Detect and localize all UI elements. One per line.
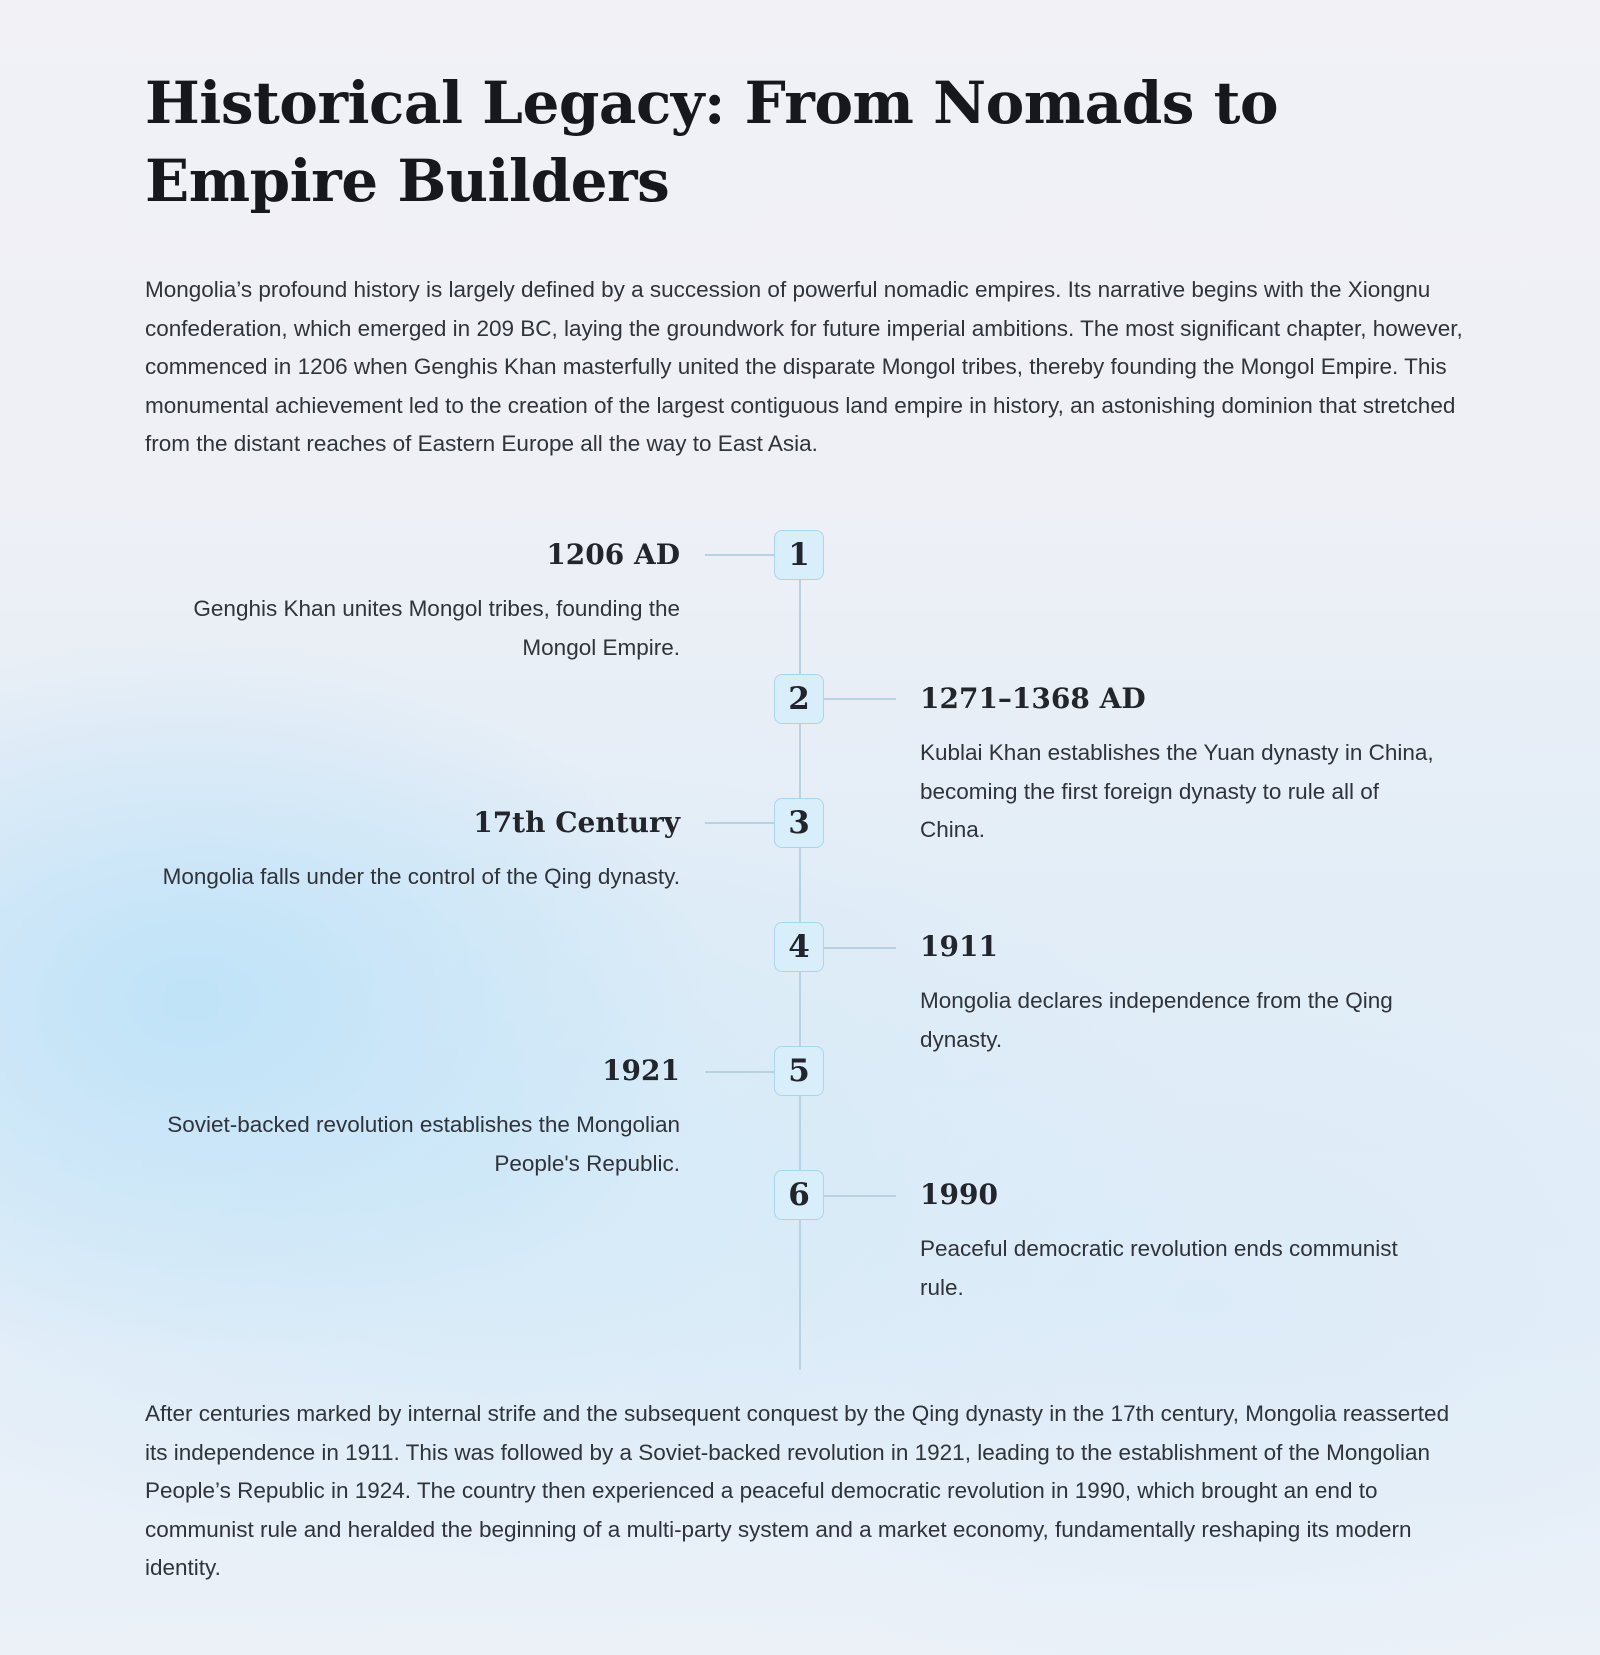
timeline-connector [705, 822, 775, 824]
intro-paragraph: Mongolia’s profound history is largely defined by a succession of powerful nomadic empires. Its narrative begins with the Xiongnu confederation, which emerged in 209 BC, laying the groundwork for future imperial ambitions. The most significant chapter, however, commenced in 1206 when Genghis Khan masterfully united the disparate Mongol tribes, thereby founding the Mongol Empire. This monumental achievement led to the creation of the largest contiguous land empire in history, an astonishing dominion that stretched from the distant reaches of Eastern Europe all the way to East Asia. [145, 277, 1463, 456]
timeline-badge-4: 4 [774, 922, 824, 972]
timeline-connector [705, 1071, 775, 1073]
timeline-connector [824, 947, 896, 949]
timeline-event-date: 1911 [920, 930, 998, 963]
timeline-badge-3: 3 [774, 798, 824, 848]
timeline-badge-2: 2 [774, 674, 824, 724]
timeline-event-description: Kublai Khan establishes the Yuan dynasty in China, becoming the first foreign dynasty to rule all of China. [920, 740, 1434, 842]
timeline-event-description: Genghis Khan unites Mongol tribes, founding the Mongol Empire. [193, 596, 680, 660]
timeline-event-date: 1921 [602, 1054, 680, 1087]
timeline-connector [824, 1195, 896, 1197]
timeline-badge-1: 1 [774, 530, 824, 580]
timeline-event-date: 1206 AD [546, 538, 680, 571]
timeline-badge-5: 5 [774, 1046, 824, 1096]
timeline-badge-6: 6 [774, 1170, 824, 1220]
page-title: Historical Legacy: From Nomads to Empire Builders [145, 69, 1279, 215]
timeline-connector [705, 554, 775, 556]
timeline-event-description: Mongolia declares independence from the Qing dynasty. [920, 988, 1393, 1052]
timeline-event-date: 1990 [920, 1178, 998, 1211]
conclusion-paragraph: After centuries marked by internal strife and the subsequent conquest by the Qing dynasty in the 17th century, Mongolia reasserted its independence in 1911. This was followed by a Soviet-backed revolution in 1921, leading to the establishment of the Mongolian People’s Republic in 1924. The country then experienced a peaceful democratic revolution in 1990, which brought an end to communist rule and heralded the beginning of a multi-party system and a market economy, fundamentally reshaping its modern identity. [145, 1401, 1450, 1580]
timeline-event-description: Peaceful democratic revolution ends communist rule. [920, 1236, 1398, 1300]
timeline-connector [824, 698, 896, 700]
timeline-event-date: 17th Century [473, 806, 680, 839]
timeline-event-description: Mongolia falls under the control of the Qing dynasty. [162, 864, 680, 889]
timeline-event-description: Soviet-backed revolution establishes the Mongolian People's Republic. [167, 1112, 680, 1176]
timeline-event-date: 1271–1368 AD [920, 682, 1146, 715]
